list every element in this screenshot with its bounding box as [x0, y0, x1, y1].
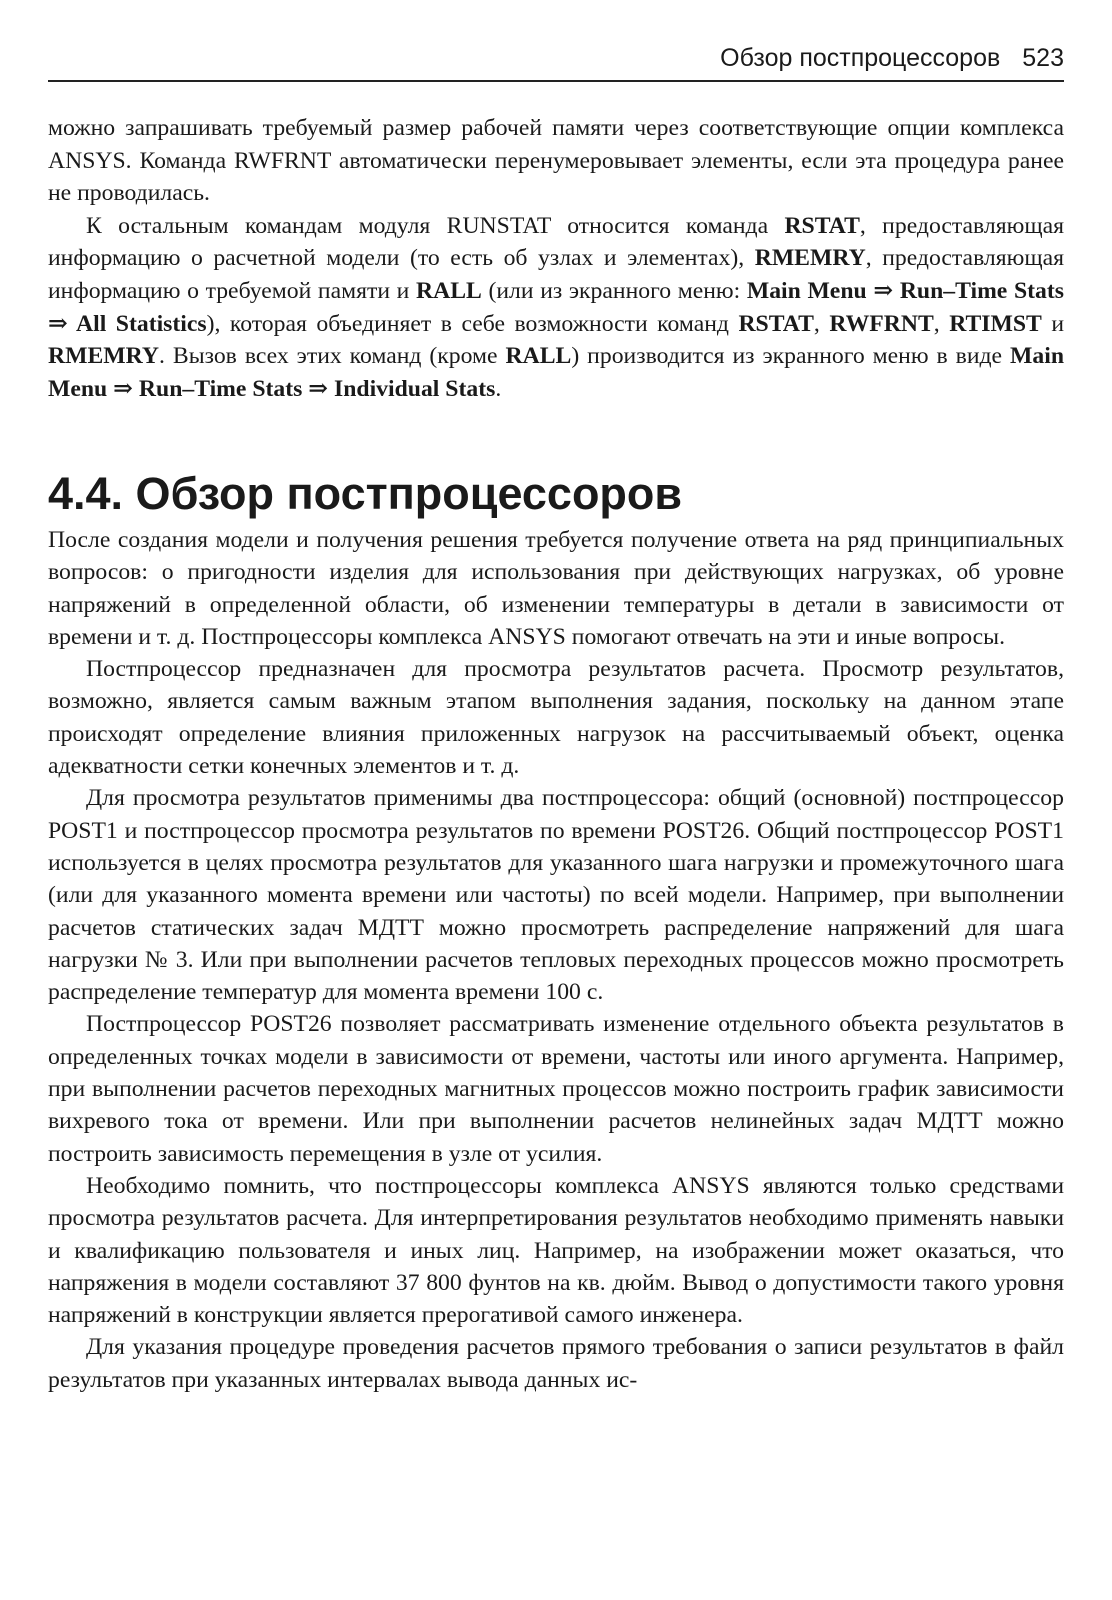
text-run: , предоставляющая информацию о требуемой памяти и	[48, 245, 1064, 304]
paragraph: Для просмотра результатов применимы два постпроцессора: общий (основной) постпроцессор POST1 и постпроцессор просмотра результатов по времени POST26. Общий постпроцессор POST1 используется в целях просмотра результатов для указанного шага нагрузки и промежуточного шага (или для указанного момента времени или частоты) по всей модели. Например, при выполнении расчетов статических задач МДТТ можно просмотреть распределение напряжений для шага нагрузки № 3. Или при выполнении расчетов тепловых переходных процессов можно просмотреть распределение температур для момента времени 100 с.	[48, 785, 1064, 1006]
command-rall: RALL	[416, 277, 482, 304]
text-run: ,	[813, 310, 830, 337]
paragraph: Для указания процедуре проведения расчетов прямого требования о записи результатов в файл результатов при указанных интервалах вывода данных ис-	[48, 1334, 1064, 1393]
paragraph: После создания модели и получения решения требуется получение ответа на ряд принципиальных вопросов: о пригодности изделия для использования при действующих нагрузках, об уровне напряжений в определенной области, об изменении температуры в детали в зависимости от времени и т. д. Постпроцессоры комплекса ANSYS помогают отвечать на эти и иные вопросы.	[48, 527, 1064, 650]
text-run: ) производится из экранного меню в виде	[571, 343, 1011, 370]
menu-path-all-statistics: Main Menu ⇒ Run–Time Stats ⇒ All Statistics	[48, 277, 1064, 337]
command-rstat: RSTAT	[738, 310, 814, 337]
text-run: и	[1041, 310, 1064, 337]
command-rmemry: RMEMRY	[754, 245, 866, 272]
command-rstat: RSTAT	[784, 212, 860, 239]
paragraph: Необходимо помнить, что постпроцессоры комплекса ANSYS являются только средствами просмотра результатов расчета. Для интерпретирования результатов необходимо применять навыки и квалификацию пользователя и иных лиц. Например, на изображении может оказаться, что напряжения в модели составляют 37 800 фунтов на кв. дюйм. Вывод о допустимости такого уровня напряжений в конструкции является прерогативой самого инженера.	[48, 1172, 1064, 1329]
text-run: .	[495, 375, 502, 402]
command-rall: RALL	[505, 343, 572, 370]
page-number: 523	[1022, 44, 1064, 72]
paragraph: Постпроцессор предназначен для просмотра результатов расчета. Просмотр результатов, возможно, является самым важным этапом выполнения задания, поскольку на данном этапе происходят определение влияния приложенных нагрузок на рассчитываемый объект, оценка адекватности сетки конечных элементов и т. д.	[48, 656, 1064, 780]
text-run: , предоставляющая информацию о расчетной модели (то есть об узлах и элементах),	[48, 212, 1064, 272]
paragraph: Постпроцессор POST26 позволяет рассматривать изменение отдельного объекта результатов в определенных точках модели в зависимости от времени, частоты или иного аргумента. Например, при выполнении расчетов переходных магнитных процессов можно построить график зависимости вихревого тока от времени. Или при выполнении расчетов нелинейных задач МДТТ можно построить зависимость перемещения в узле от усилия.	[48, 1011, 1064, 1167]
text-run: К остальным командам модуля RUNSTAT относится команда	[86, 212, 785, 239]
body-text-top	[48, 112, 1064, 405]
text-run: ), которая объединяет в себе возможности команд	[206, 310, 739, 337]
paragraph-runstat	[48, 210, 1064, 406]
running-header	[48, 40, 1064, 82]
command-rwfrnt: RWFRNT	[829, 310, 934, 337]
text-run: ,	[933, 310, 950, 337]
text-run: . Вызов всех этих команд (кроме	[159, 343, 506, 370]
menu-path-individual-stats: Main Menu ⇒ Run–Time Stats ⇒ Individual Stats	[48, 343, 1065, 402]
command-rtimst: RTIMST	[949, 310, 1042, 337]
body-text-section	[48, 524, 1064, 1396]
running-title: Обзор постпроцессоров	[720, 44, 1001, 72]
paragraph-continuation: можно запрашивать требуемый размер рабочей памяти через соответствующие опции комплекса ANSYS. Команда RWFRNT автоматически перенумеровывает элементы, если эта процедура ранее не проводилась.	[48, 115, 1064, 207]
section-heading: 4.4. Обзор постпроцессоров	[48, 468, 683, 519]
command-rmemry: RMEMRY	[48, 343, 160, 370]
text-run: (или из экранного меню:	[481, 277, 747, 304]
